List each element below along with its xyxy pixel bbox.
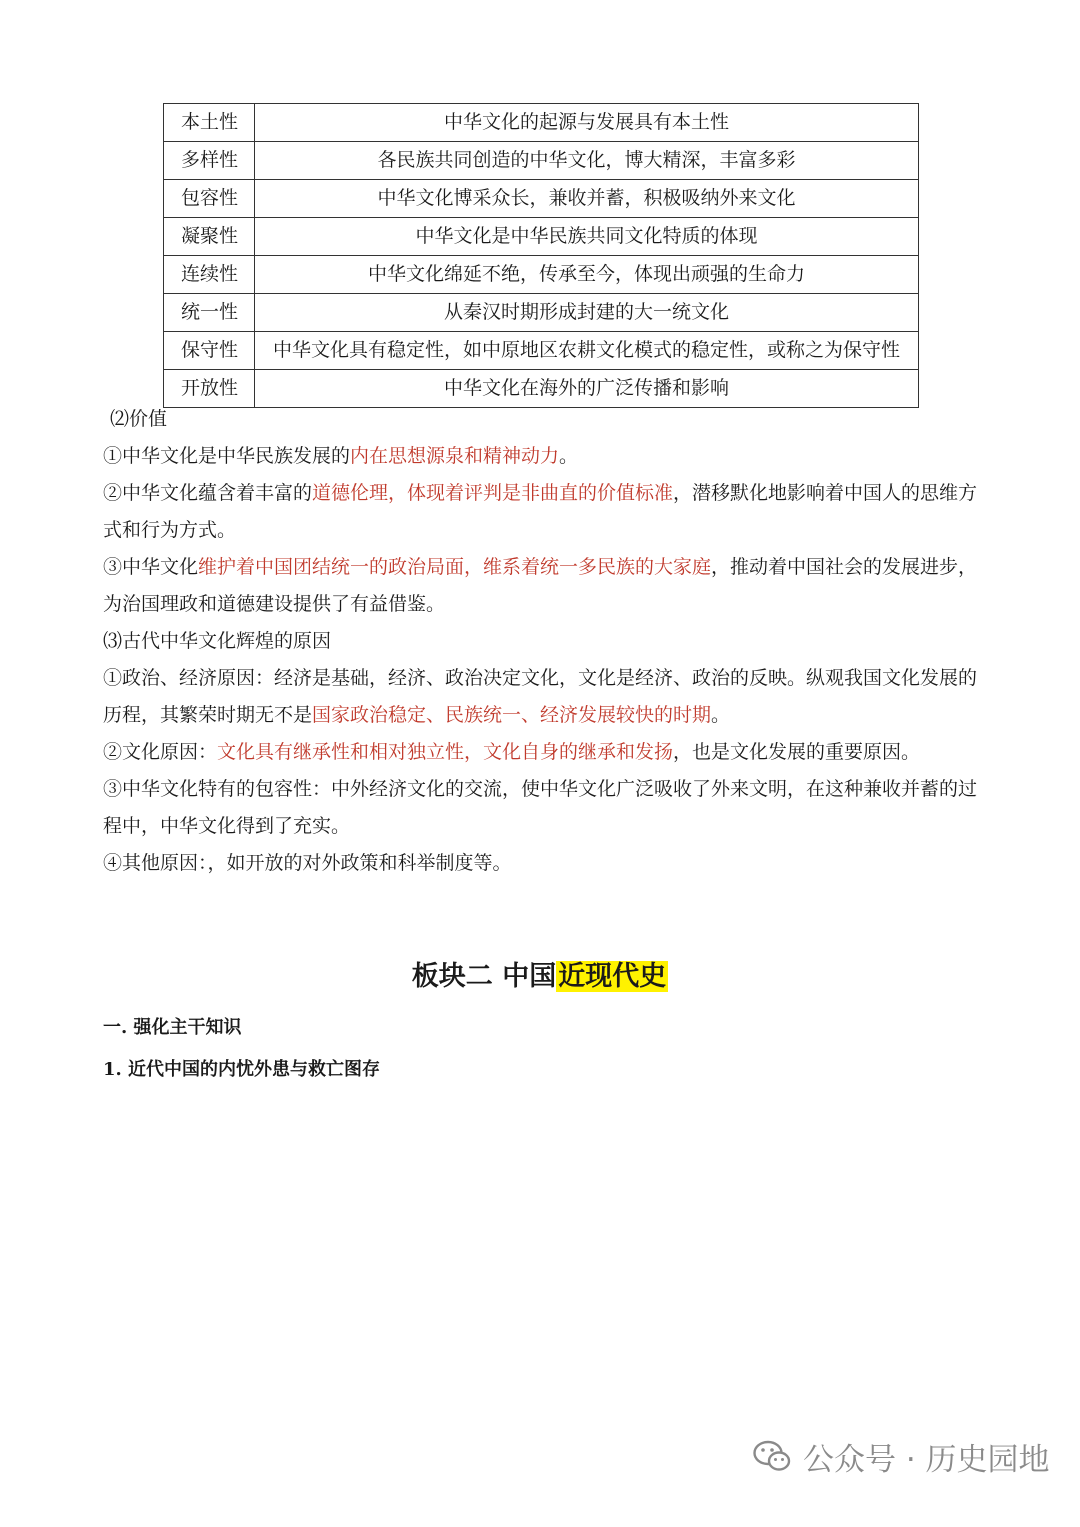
trait-description-cell: 中华文化博采众长，兼收并蓄，积极吸纳外来文化 <box>255 180 919 218</box>
trait-name-cell: 连续性 <box>164 256 255 294</box>
trait-name-cell: 包容性 <box>164 180 255 218</box>
trait-description-cell: 各民族共同创造的中华文化，博大精深，丰富多彩 <box>255 142 919 180</box>
subsection-heading: 1. 近代中国的内忧外患与救亡图存 <box>103 1059 381 1080</box>
trait-name-cell: 凝聚性 <box>164 218 255 256</box>
trait-name-cell: 多样性 <box>164 142 255 180</box>
table-row <box>164 256 919 294</box>
trait-name-cell: 统一性 <box>164 294 255 332</box>
value-paragraph-1: ①中华文化是中华民族发展的内在思想源泉和精神动力。 <box>103 445 579 467</box>
table-row <box>164 332 919 370</box>
watermark <box>753 1433 1050 1479</box>
trait-description-cell: 从秦汉时期形成封建的大一统文化 <box>255 294 919 332</box>
table-row <box>164 294 919 332</box>
trait-name-cell: 本土性 <box>164 104 255 142</box>
value-paragraph-3: ③中华文化维护着中国团结统一的政治局面，维系着统一多民族的大家庭，推动着中国社会的发展进步，为治国理政和道德建设提供了有益借鉴。 <box>103 556 978 615</box>
trait-description-cell: 中华文化绵延不绝，传承至今，体现出顽强的生命力 <box>255 256 919 294</box>
trait-description-cell: 中华文化在海外的广泛传播和影响 <box>255 370 919 408</box>
watermark-text: 公众号 · 历史园地 <box>803 1441 1050 1478</box>
value-paragraph-2: ②中华文化蕴含着丰富的道德伦理，体现着评判是非曲直的价值标准，潜移默化地影响着中国人的思维方式和行为方式。 <box>103 482 978 541</box>
section-heading: 一. 强化主干知识 <box>103 1017 242 1038</box>
value-heading: ⑵价值 <box>110 408 168 430</box>
table-row <box>164 370 919 408</box>
block-title-highlight: 近现代史 <box>558 961 667 992</box>
reason-paragraph-1: ①政治、经济原因：经济是基础，经济、政治决定文化，文化是经济、政治的反映。纵观我国文化发展的历程，其繁荣时期无不是国家政治稳定、民族统一、经济发展较快的时期。 <box>103 667 978 726</box>
reason-paragraph-4: ④其他原因：，如开放的对外政策和科举制度等。 <box>103 852 512 874</box>
trait-name-cell: 开放性 <box>164 370 255 408</box>
block-title-prefix: 板块二 中国 <box>411 961 557 992</box>
trait-description-cell: 中华文化的起源与发展具有本土性 <box>255 104 919 142</box>
culture-traits-table <box>163 103 919 408</box>
trait-description-cell: 中华文化是中华民族共同文化特质的体现 <box>255 218 919 256</box>
trait-description-cell: 中华文化具有稳定性，如中原地区农耕文化模式的稳定性，或称之为保守性 <box>255 332 919 370</box>
table-row <box>164 104 919 142</box>
table-row <box>164 218 919 256</box>
wechat-icon <box>753 1439 791 1473</box>
reason-paragraph-2: ②文化原因：文化具有继承性和相对独立性，文化自身的继承和发扬，也是文化发展的重要原因。 <box>103 741 921 763</box>
table-row <box>164 180 919 218</box>
table-row <box>164 142 919 180</box>
reason-heading: ⑶古代中华文化辉煌的原因 <box>103 630 332 652</box>
block-title <box>0 954 1080 1000</box>
reason-paragraph-3: ③中华文化特有的包容性：中外经济文化的交流，使中华文化广泛吸收了外来文明，在这种兼收并蓄的过程中，中华文化得到了充实。 <box>103 778 978 837</box>
trait-name-cell: 保守性 <box>164 332 255 370</box>
